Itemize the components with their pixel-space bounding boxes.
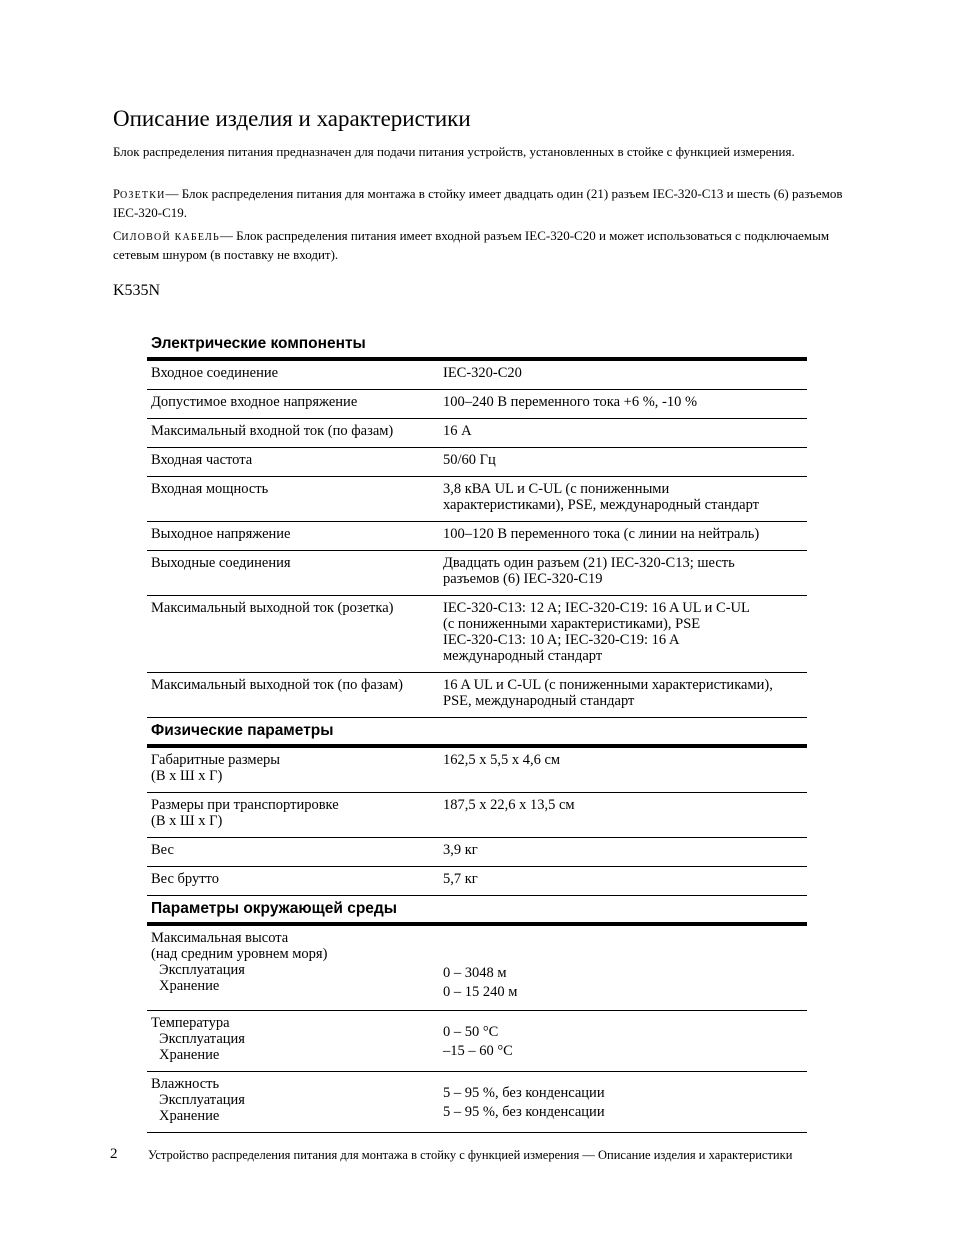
spec-label-line: Хранение <box>159 1108 220 1124</box>
outlets-paragraph <box>113 186 843 221</box>
spec-value <box>439 551 807 595</box>
spec-label-line: Размеры при транспортировке <box>151 797 339 813</box>
spec-label <box>147 926 439 1010</box>
spec-label-line: Температура <box>151 1015 230 1031</box>
spec-value <box>439 1072 807 1132</box>
spec-value <box>439 926 807 1010</box>
spec-label: Максимальный выходной ток (по фазам) <box>151 677 404 693</box>
page-number: 2 <box>110 1146 118 1162</box>
spec-value: 100–120 В переменного тока (с линии на нейтраль) <box>443 526 760 542</box>
table-row <box>147 673 807 718</box>
spec-label: Входное соединение <box>151 365 279 381</box>
spec-value-line: (с пониженными характеристиками), PSE <box>443 616 701 632</box>
table-row <box>147 838 807 867</box>
section-environment-title: Параметры окружающей среды <box>147 896 807 926</box>
spec-value-line: PSE, международный стандарт <box>443 693 635 709</box>
table-row <box>147 361 807 390</box>
spec-value <box>439 673 807 717</box>
intro-paragraph: Блок распределения питания предназначен для подачи питания устройств, установленных в стойке с функцией измерения. <box>113 144 795 159</box>
table-row <box>147 1011 807 1072</box>
model-name: K535N <box>113 282 161 299</box>
spec-value-line: –15 – 60 °C <box>443 1043 513 1059</box>
spec-value-line: характеристиками), PSE, международный стандарт <box>443 497 760 513</box>
table-row <box>147 522 807 551</box>
section-physical-title: Физические параметры <box>147 718 807 748</box>
spec-label: Входная частота <box>151 452 253 468</box>
spec-label-line: (В x Ш x Г) <box>151 768 223 784</box>
table-row <box>147 390 807 419</box>
spec-value: 3,9 кг <box>443 842 478 858</box>
table-row <box>147 448 807 477</box>
spec-value: 16 А <box>443 423 472 439</box>
spec-label-line: Эксплуатация <box>159 1092 245 1108</box>
spec-label <box>147 1072 439 1132</box>
spec-label: Вес <box>151 842 174 858</box>
table-row <box>147 419 807 448</box>
spec-value <box>439 596 807 672</box>
spec-value-line: IEC-320-C13: 10 A; IEC-320-C19: 16 A <box>443 632 680 648</box>
spec-label: Входная мощность <box>151 481 269 497</box>
spec-value-line: разъемов (6) IEC-320-C19 <box>443 571 603 587</box>
outlets-label: ОЗЕТКИ <box>119 190 166 201</box>
page-title: Описание изделия и характеристики <box>113 106 471 131</box>
spec-value: 100–240 В переменного тока +6 %, -10 % <box>443 394 698 410</box>
outlets-label-initial: Р <box>113 187 120 201</box>
spec-value-line: 3,8 кВА UL и C-UL (с пониженными <box>443 481 670 497</box>
spec-value: IEC-320-C20 <box>443 365 522 381</box>
spec-label: Допустимое входное напряжение <box>151 394 358 410</box>
spec-label-line: Эксплуатация <box>159 1031 245 1047</box>
outlets-text: — Блок распределения питания для монтажа в стойку имеет двадцать один (21) разъем IEC-320-C13 и шесть (6) разъемов IEC-320-C19. <box>113 186 843 220</box>
footer-text: Устройство распределения питания для монтажа в стойку с функцией измерения — Описание изделия и характеристики <box>148 1148 793 1162</box>
spec-value-line: 0 – 15 240 м <box>443 984 518 1000</box>
spec-label-line: Влажность <box>151 1076 220 1092</box>
spec-value-line: 5 – 95 %, без конденсации <box>443 1085 605 1101</box>
spec-value <box>439 1011 807 1071</box>
spec-label: Выходное напряжение <box>151 526 291 542</box>
spec-label-line: (над средним уровнем моря) <box>151 946 328 962</box>
spec-label: Максимальный выходной ток (розетка) <box>151 600 394 616</box>
spec-label: Вес брутто <box>151 871 219 887</box>
table-row <box>147 596 807 673</box>
table-row <box>147 926 807 1011</box>
spec-label-line: Хранение <box>159 978 220 994</box>
table-row <box>147 477 807 522</box>
table-row <box>147 1072 807 1133</box>
spec-label-line: (В x Ш x Г) <box>151 813 223 829</box>
power-cord-text: — Блок распределения питания имеет входной разъем IEC-320-C20 и может использоваться с подключаемым сетевым шнуром (в поставку не входит). <box>113 228 830 262</box>
spec-value-line: Двадцать один разъем (21) IEC-320-C13; шесть <box>443 555 735 571</box>
spec-value-line: международный стандарт <box>443 648 603 664</box>
power-cord-paragraph <box>113 228 843 263</box>
spec-label <box>147 748 439 792</box>
specifications-table <box>147 331 807 1133</box>
table-row <box>147 867 807 896</box>
spec-value: 187,5 x 22,6 x 13,5 см <box>443 797 575 813</box>
spec-label <box>147 793 439 837</box>
spec-value-line: 16 A UL и C-UL (с пониженными характеристиками), <box>443 677 773 693</box>
spec-value: 50/60 Гц <box>443 452 496 468</box>
table-row <box>147 793 807 838</box>
spec-label <box>147 1011 439 1071</box>
spec-label: Максимальный входной ток (по фазам) <box>151 423 394 439</box>
spec-value-line: 5 – 95 %, без конденсации <box>443 1104 605 1120</box>
spec-value: 5,7 кг <box>443 871 478 887</box>
spec-label-line: Хранение <box>159 1047 220 1063</box>
spec-value: 162,5 x 5,5 x 4,6 см <box>443 752 561 768</box>
spec-label: Выходные соединения <box>151 555 291 571</box>
section-electrical-title: Электрические компоненты <box>147 331 807 361</box>
spec-value-line: 0 – 50 °C <box>443 1024 499 1040</box>
spec-label-line: Эксплуатация <box>159 962 245 978</box>
spec-label-line: Максимальная высота <box>151 930 289 946</box>
spec-label-line: Габаритные размеры <box>151 752 280 768</box>
power-cord-label: ИЛОВОЙ КАБЕЛЬ <box>121 232 220 243</box>
power-cord-label-initial: С <box>113 229 122 243</box>
spec-value-line: 0 – 3048 м <box>443 965 507 981</box>
spec-value-line: IEC-320-C13: 12 A; IEC-320-C19: 16 A UL и C-UL <box>443 600 750 616</box>
spec-value <box>439 477 807 521</box>
table-row <box>147 748 807 793</box>
table-row <box>147 551 807 596</box>
